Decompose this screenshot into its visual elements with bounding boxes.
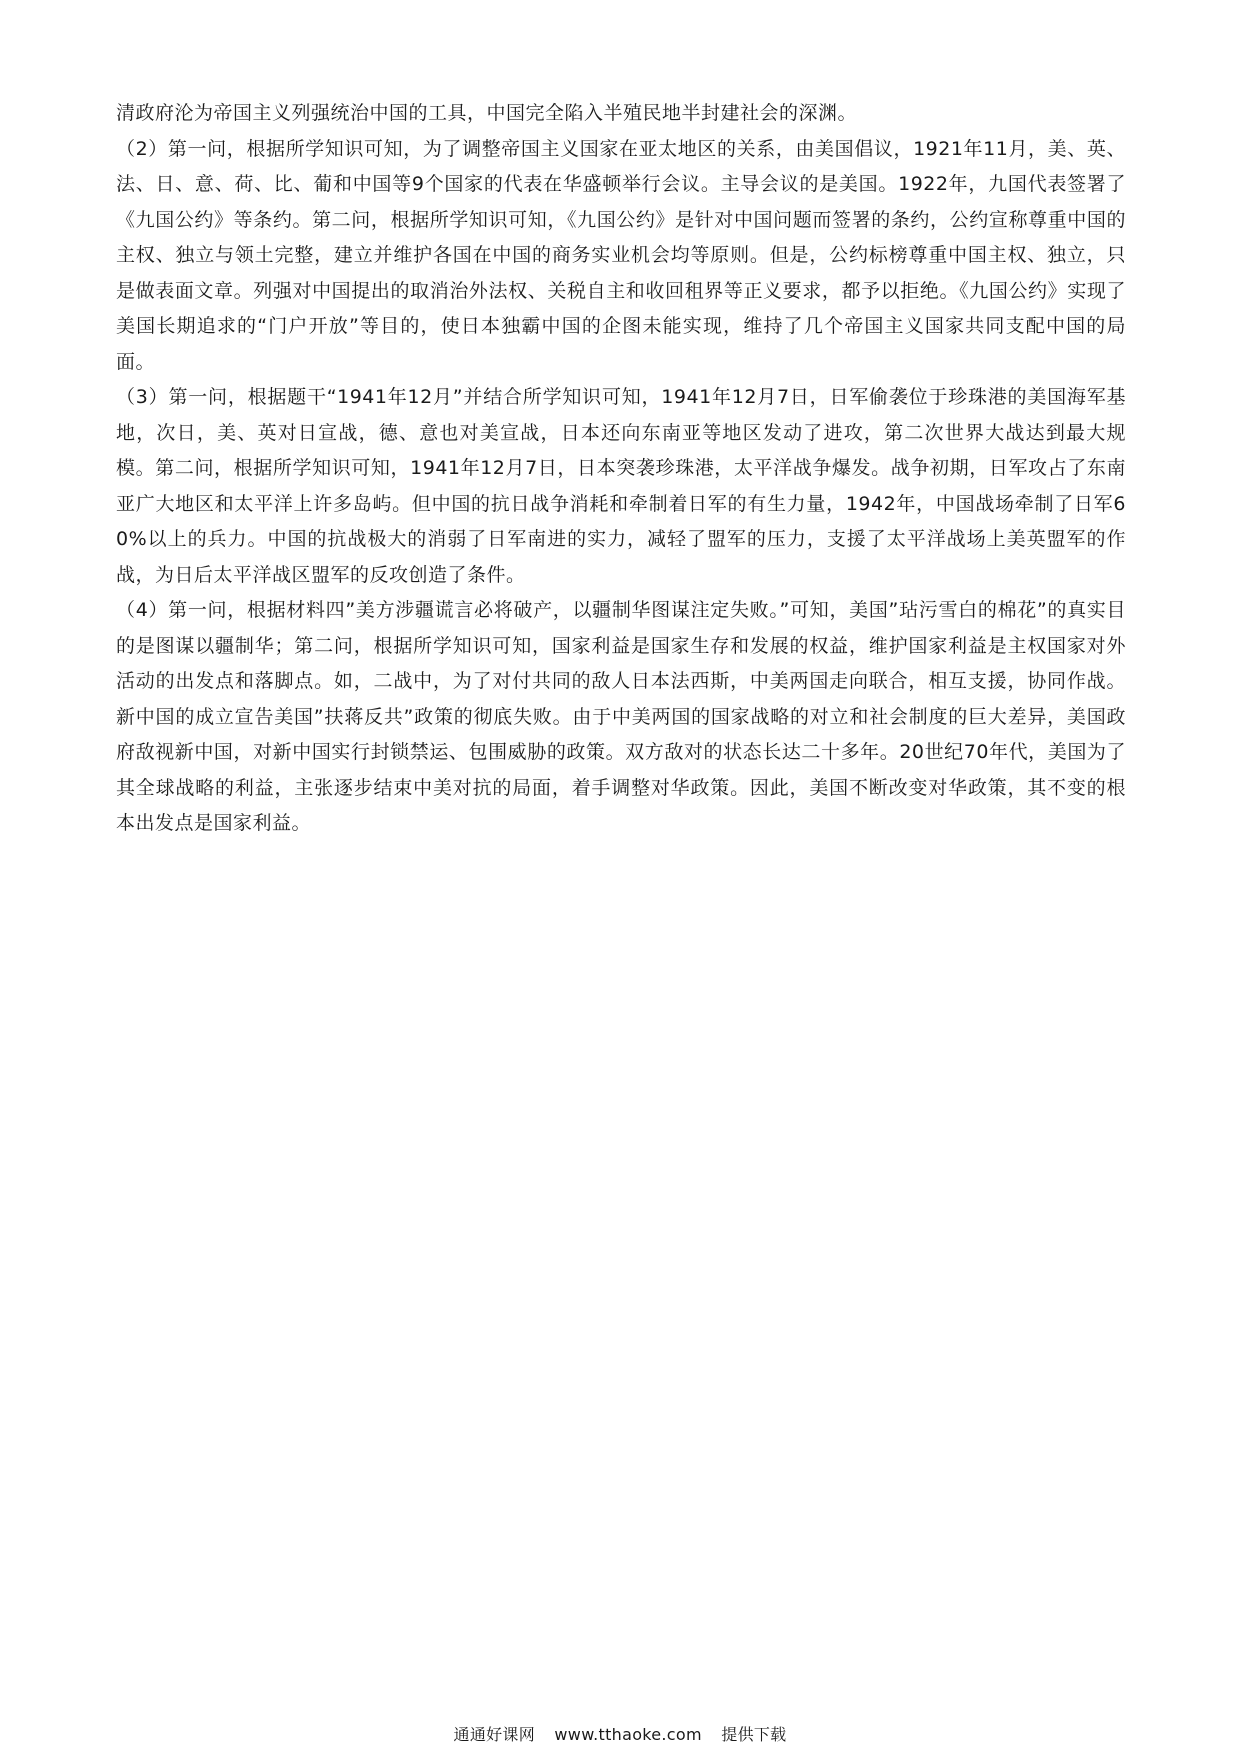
footer-note: 提供下载	[721, 1725, 787, 1744]
page-footer	[0, 1724, 1240, 1746]
paragraph-continuation: 清政府沦为帝国主义列强统治中国的工具，中国完全陷入半殖民地半封建社会的深渊。	[116, 102, 858, 124]
footer-site-name: 通通好课网	[453, 1725, 536, 1744]
paragraph-answer-2: （2）第一问，根据所学知识可知，为了调整帝国主义国家在亚太地区的关系，由美国倡议，1921年11月，美、英、法、日、意、荷、比、葡和中国等9个国家的代表在华盛顿举行会议。主导会议的是美国。1922年，九国代表签署了《九国公约》等条约。第二问，根据所学知识可知，《九国公约》是针对中国问题而签署的条约，公约宣称尊重中国的主权、独立与领土完整，建立并维护各国在中国的商务实业机会均等原则。但是，公约标榜尊重中国主权、独立，只是做表面文章。列强对中国提出的取消治外法权、关税自主和收回租界等正义要求，都予以拒绝。《九国公约》实现了美国长期追求的“门户开放”等目的，使日本独霸中国的企图未能实现，维持了几个帝国主义国家共同支配中国的局面。	[116, 137, 1126, 373]
paragraph-answer-3: （3）第一问，根据题干“1941年12月”并结合所学知识可知，1941年12月7日，日军偷袭位于珍珠港的美国海军基地，次日，美、英对日宣战，德、意也对美宣战，日本还向东南亚等地区发动了进攻，第二次世界大战达到最大规模。第二问，根据所学知识可知，1941年12月7日，日本突袭珍珠港，太平洋战争爆发。战争初期，日军攻占了东南亚广大地区和太平洋上许多岛屿。但中国的抗日战争消耗和牵制着日军的有生力量，1942年，中国战场牵制了日军60%以上的兵力。中国的抗战极大的消弱了日军南进的实力，减轻了盟军的压力，支援了太平洋战场上美英盟军的作战，为日后太平洋战区盟军的反攻创造了条件。	[116, 386, 1126, 586]
answer-body	[116, 96, 1126, 842]
footer-url[interactable]: www.tthaoke.com	[554, 1725, 702, 1744]
paragraph-answer-4: （4）第一问，根据材料四”美方涉疆谎言必将破产，以疆制华图谋注定失败。”可知，美国”玷污雪白的棉花”的真实目的是图谋以疆制华；第二问，根据所学知识可知，国家利益是国家生存和发展的权益，维护国家利益是主权国家对外活动的出发点和落脚点。如，二战中，为了对付共同的敌人日本法西斯，中美两国走向联合，相互支援，协同作战。新中国的成立宣告美国”扶蒋反共”政策的彻底失败。由于中美两国的国家战略的对立和社会制度的巨大差异，美国政府敌视新中国，对新中国实行封锁禁运、包围威胁的政策。双方敌对的状态长达二十多年。20世纪70年代，美国为了其全球战略的利益，主张逐步结束中美对抗的局面，着手调整对华政策。因此，美国不断改变对华政策，其不变的根本出发点是国家利益。	[116, 599, 1126, 834]
